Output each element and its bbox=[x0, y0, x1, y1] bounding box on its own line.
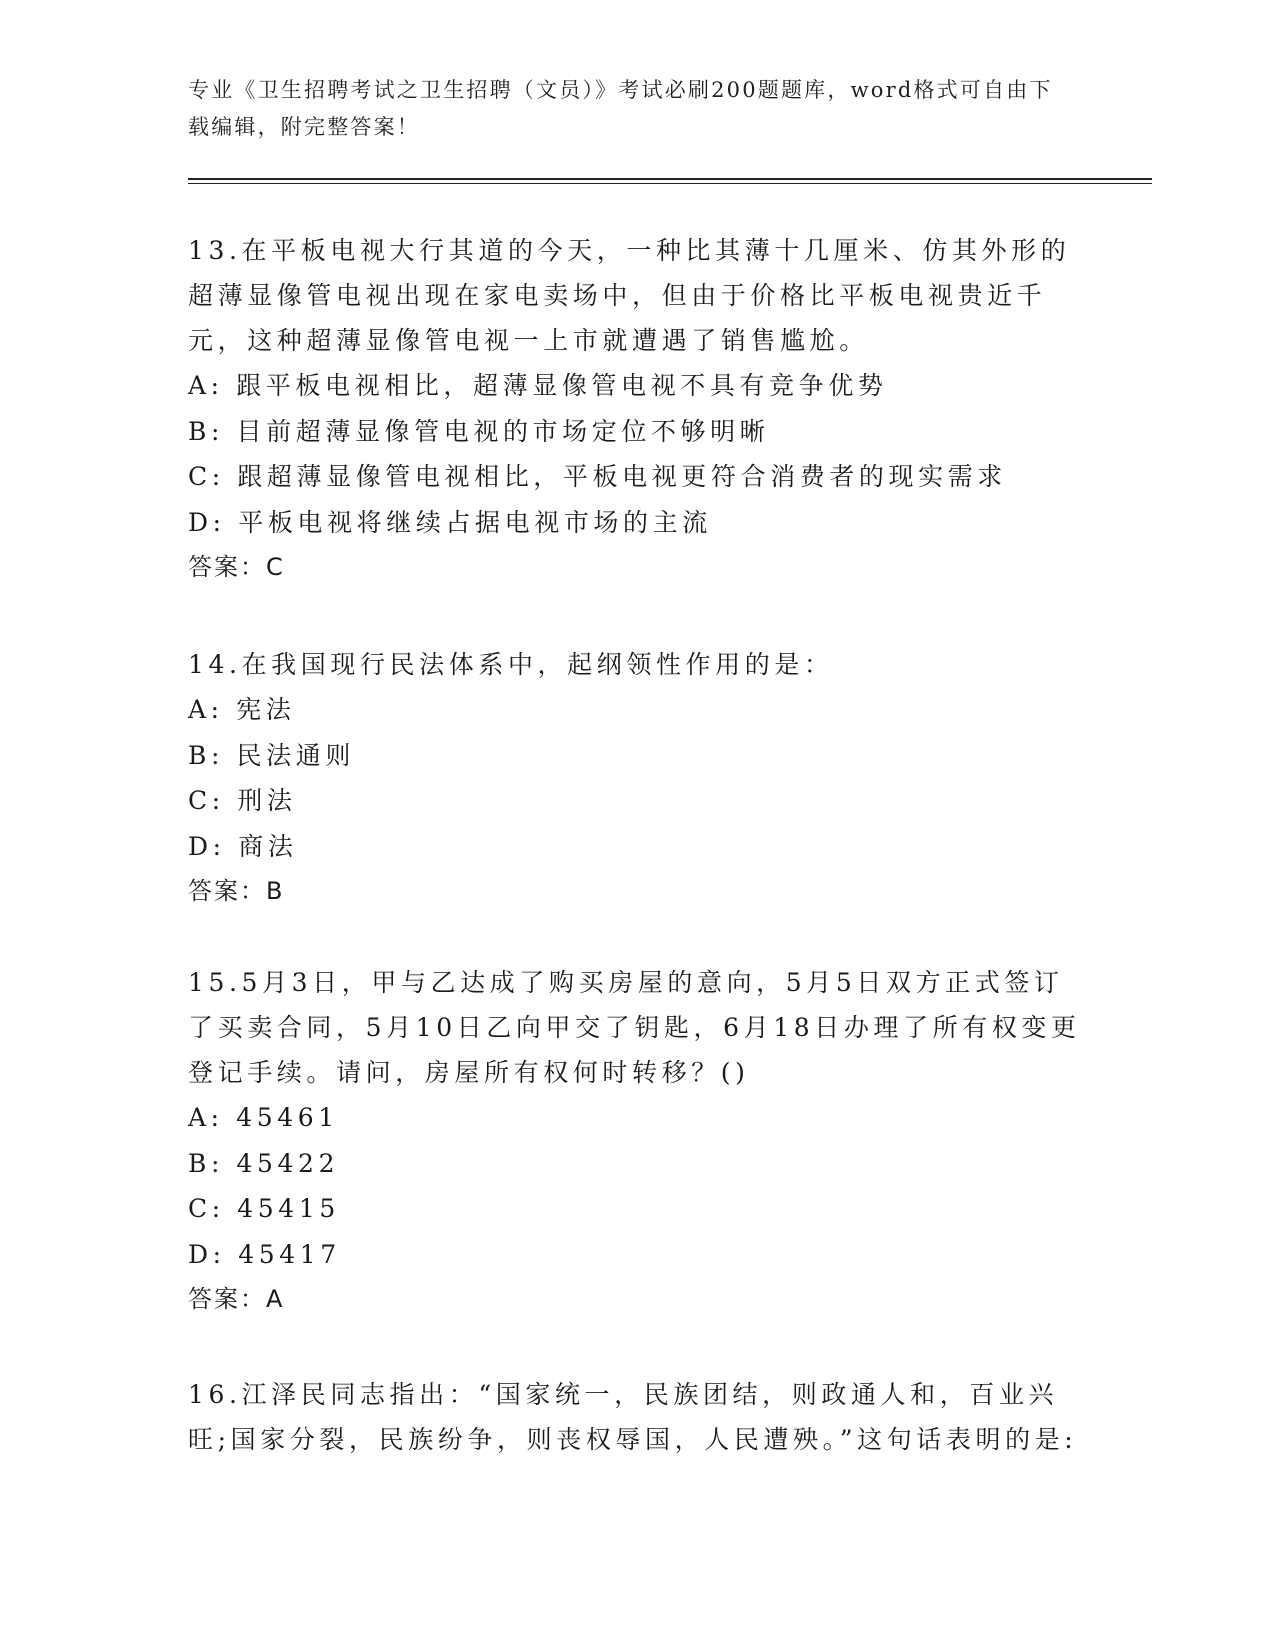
option-b: B: 民法通则 bbox=[188, 740, 355, 770]
question-stem: 13.在平板电视大行其道的今天，一种比其薄十几厘米、仿其外形的超薄显像管电视出现在家电卖场中，但由于价格比平板电视贵近千元，这种超薄显像管电视一上市就遭遇了销售尴尬。 bbox=[188, 236, 1071, 355]
option-a: A: 45461 bbox=[188, 1103, 339, 1132]
option-c: C: 跟超薄显像管电视相比，平板电视更符合消费者的现实需求 bbox=[188, 462, 1007, 491]
answer-line: 答案：C bbox=[188, 553, 285, 581]
question-16 bbox=[188, 1372, 1088, 1462]
header-divider-thin bbox=[188, 183, 1152, 184]
option-d: D: 平板电视将继续占据电视市场的主流 bbox=[188, 507, 712, 537]
answer-line: 答案：A bbox=[188, 1285, 285, 1313]
question-stem: 15.5月3日，甲与乙达成了购买房屋的意向，5月5日双方正式签订了买卖合同，5月10日乙向甲交了钥匙，6月18日办理了所有权变更登记手续。请问，房屋所有权何时转移？() bbox=[188, 968, 1081, 1087]
option-b: B: 45422 bbox=[188, 1148, 340, 1178]
question-stem: 14.在我国现行民法体系中，起纲领性作用的是： bbox=[188, 650, 834, 679]
answer-line: 答案：B bbox=[188, 877, 285, 905]
option-c: C: 45415 bbox=[188, 1194, 340, 1223]
option-b: B: 目前超薄显像管电视的市场定位不够明晰 bbox=[188, 416, 770, 446]
question-15 bbox=[188, 960, 1088, 1323]
option-c: C: 刑法 bbox=[188, 786, 297, 815]
option-d: D: 商法 bbox=[188, 831, 298, 861]
option-a: A: 宪法 bbox=[188, 695, 296, 724]
option-a: A: 跟平板电视相比，超薄显像管电视不具有竞争优势 bbox=[188, 371, 888, 400]
option-d: D: 45417 bbox=[188, 1239, 341, 1269]
document-header: 专业《卫生招聘考试之卫生招聘（文员）》考试必刷200题题库，word格式可自由下载编辑，附完整答案！ bbox=[188, 78, 1053, 139]
question-14 bbox=[188, 642, 1088, 915]
header-divider-thick bbox=[188, 178, 1152, 180]
question-13 bbox=[188, 228, 1088, 591]
question-stem: 16.江泽民同志指出：“国家统一，民族团结，则政通人和，百业兴旺;国家分裂，民族纷争，则丧权辱国，人民遭殃。”这句话表明的是: bbox=[188, 1380, 1078, 1454]
